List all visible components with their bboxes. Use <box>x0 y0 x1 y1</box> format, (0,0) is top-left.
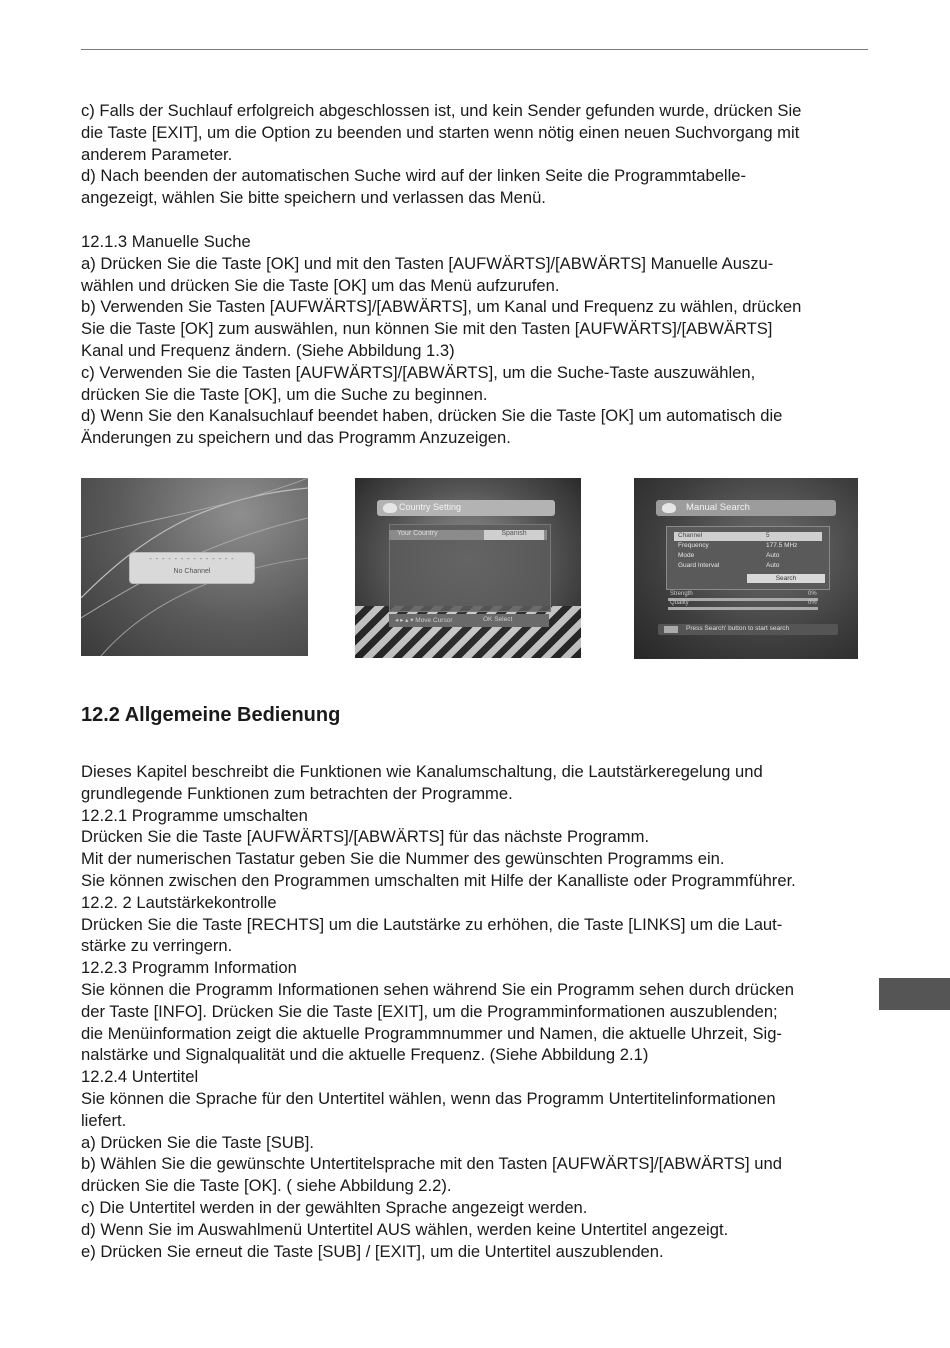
text-line: die Taste [EXIT], um die Option zu beenden und starten wenn nötig einen neuen Suchvorgang mit <box>81 122 800 142</box>
quality-label: Quality <box>670 600 689 606</box>
country-value[interactable]: Spanish <box>484 530 544 540</box>
text-line: nalstärke und Signalqualität und die aktuelle Frequenz. (Siehe Abbildung 2.1) <box>81 1045 649 1065</box>
no-channel-dialog <box>129 552 255 584</box>
search-button[interactable]: Search <box>747 574 825 583</box>
select-hint: OK Select <box>483 616 513 623</box>
country-label: Your Country <box>397 530 438 537</box>
text-line: 12.2.1 Programme umschalten <box>81 805 308 825</box>
text-line: Dieses Kapitel beschreibt die Funktionen wie Kanalumschaltung, die Lautstärkeregelung und <box>81 762 763 781</box>
text-line: angezeigt, wählen Sie bitte speichern und verlassen das Menü. <box>81 188 546 208</box>
search-hint: Press Search' button to start search <box>686 625 790 632</box>
text-line: 12.2.3 Programm Information <box>81 958 297 978</box>
satellite-dish-icon <box>383 503 397 513</box>
strength-value: 0% <box>808 591 817 597</box>
text-line: Sie die Taste [OK] zum auswählen, nun können Sie mit den Tasten [AUFWÄRTS]/[ABWÄRTS] <box>81 319 773 339</box>
text-line: d) Wenn Sie den Kanalsuchlauf beendet haben, drücken Sie die Taste [OK] um automatisch die <box>81 406 783 426</box>
screenshot-manual-search <box>634 478 858 659</box>
text-line: d) Wenn Sie im Auswahlmenü Untertitel AUS wählen, werden keine Untertitel angezeigt. <box>81 1219 729 1239</box>
text-block-search <box>81 100 881 449</box>
text-line: b) Wählen Sie die gewünschte Untertitelsprache mit den Tasten [AUFWÄRTS]/[ABWÄRTS] und <box>81 1154 782 1174</box>
channel-label: Channel <box>678 532 703 539</box>
text-line: Änderungen zu speichern und das Programm Anzuzeigen. <box>81 428 511 448</box>
text-line: c) Die Untertitel werden in der gewählten Sprache angezeigt werden. <box>81 1197 588 1217</box>
strength-bar <box>668 598 818 601</box>
frequency-label: Frequency <box>678 542 709 549</box>
text-line: drücken Sie die Taste [OK], um die Suche zu beginnen. <box>81 384 488 404</box>
text-line: d) Nach beenden der automatischen Suche wird auf der linken Seite die Programmtabelle- <box>81 166 747 186</box>
strength-label: Strength <box>670 591 693 597</box>
manual-search-title: Manual Search <box>686 502 750 513</box>
text-line: die Menüinformation zeigt die aktuelle Programmnummer und Namen, die aktuelle Uhrzeit, Sig- <box>81 1023 782 1043</box>
text-line: stärke zu verringern. <box>81 936 233 956</box>
text-line: Drücken Sie die Taste [RECHTS] um die Lautstärke zu erhöhen, die Taste [LINKS] um die Laut- <box>81 914 783 934</box>
text-line: anderem Parameter. <box>81 144 233 164</box>
text-line: b) Verwenden Sie Tasten [AUFWÄRTS]/[ABWÄRTS], um Kanal und Frequenz zu wählen, drücken <box>81 297 802 317</box>
chapter-side-tab <box>879 978 950 1010</box>
text-line: a) Drücken Sie die Taste [OK] und mit den Tasten [AUFWÄRTS]/[ABWÄRTS] Manuelle Auszu- <box>81 253 774 273</box>
country-setting-title: Country Setting <box>399 502 462 512</box>
text-line: wählen und drücken Sie die Taste [OK] um das Menü aufzurufen. <box>81 275 560 295</box>
manual-search-title-bar <box>656 500 836 516</box>
text-line: Drücken Sie die Taste [AUFWÄRTS]/[ABWÄRTS] für das nächste Programm. <box>81 827 650 847</box>
text-line: grundlegende Funktionen zum betrachten der Programme. <box>81 783 513 803</box>
screenshot-country-setting <box>355 478 581 658</box>
manual-search-footer <box>658 624 838 635</box>
text-line: c) Verwenden Sie die Tasten [AUFWÄRTS]/[ABWÄRTS], um die Suche-Taste auszuwählen, <box>81 362 756 382</box>
guard-interval-value: Auto <box>766 562 780 569</box>
country-row[interactable] <box>389 530 547 540</box>
paragraph-gap <box>81 209 881 231</box>
text-line: Sie können die Sprache für den Untertitel wählen, wenn das Programm Untertitelinformationen <box>81 1088 776 1108</box>
mode-value: Auto <box>766 552 780 559</box>
section-heading: 12.2 Allgemeine Bedienung <box>81 704 341 726</box>
text-line: Mit der numerischen Tastatur geben Sie die Nummer des gewünschten Programms ein. <box>81 849 725 869</box>
frequency-row[interactable] <box>674 542 822 551</box>
no-channel-label: No Channel <box>173 568 211 575</box>
text-block-operation <box>81 761 881 1262</box>
text-line: 12.2.4 Untertitel <box>81 1067 199 1087</box>
mode-row[interactable] <box>674 552 822 561</box>
guard-interval-row[interactable] <box>674 562 822 571</box>
move-cursor-hint: ◂ ▸ ▴ ▾ Move Cursor <box>395 617 453 624</box>
text-line: Kanal und Frequenz ändern. (Siehe Abbildung 1.3) <box>81 340 455 360</box>
text-line: c) Falls der Suchlauf erfolgreich abgeschlossen ist, und kein Sender gefunden wurde, drücken Sie <box>81 101 802 120</box>
text-line: e) Drücken Sie erneut die Taste [SUB] / [EXIT], um die Untertitel auszublenden. <box>81 1241 664 1261</box>
ok-key-icon <box>664 626 678 633</box>
country-setting-title-bar <box>377 500 555 516</box>
text-line: der Taste [INFO]. Drücken Sie die Taste [EXIT], um die Programminformationen auszublenden; <box>81 1001 778 1021</box>
satellite-dish-icon <box>662 503 676 513</box>
country-setting-footer <box>389 614 549 627</box>
text-line: Sie können zwischen den Programmen umschalten mit Hilfe der Kanalliste oder Programmführer. <box>81 870 796 890</box>
text-line: 12.2. 2 Lautstärkekontrolle <box>81 892 277 912</box>
mode-label: Mode <box>678 552 695 559</box>
quality-value: 0% <box>808 600 817 606</box>
frequency-value: 177.5 MHz <box>766 542 798 549</box>
text-line: liefert. <box>81 1110 127 1130</box>
header-rule <box>81 49 868 50</box>
channel-value: 5 <box>766 532 770 539</box>
progress-dots: - - - - - - - - - - - - - - <box>149 556 235 563</box>
text-line: 12.1.3 Manuelle Suche <box>81 231 251 251</box>
text-line: a) Drücken Sie die Taste [SUB]. <box>81 1132 315 1152</box>
text-line: Sie können die Programm Informationen sehen während Sie ein Programm sehen durch drücken <box>81 979 795 999</box>
guard-interval-label: Guard Interval <box>678 562 720 569</box>
quality-bar <box>668 607 818 610</box>
channel-row[interactable] <box>674 532 822 541</box>
text-line: drücken Sie die Taste [OK]. ( siehe Abbildung 2.2). <box>81 1176 452 1196</box>
screenshot-no-channel <box>81 478 308 656</box>
